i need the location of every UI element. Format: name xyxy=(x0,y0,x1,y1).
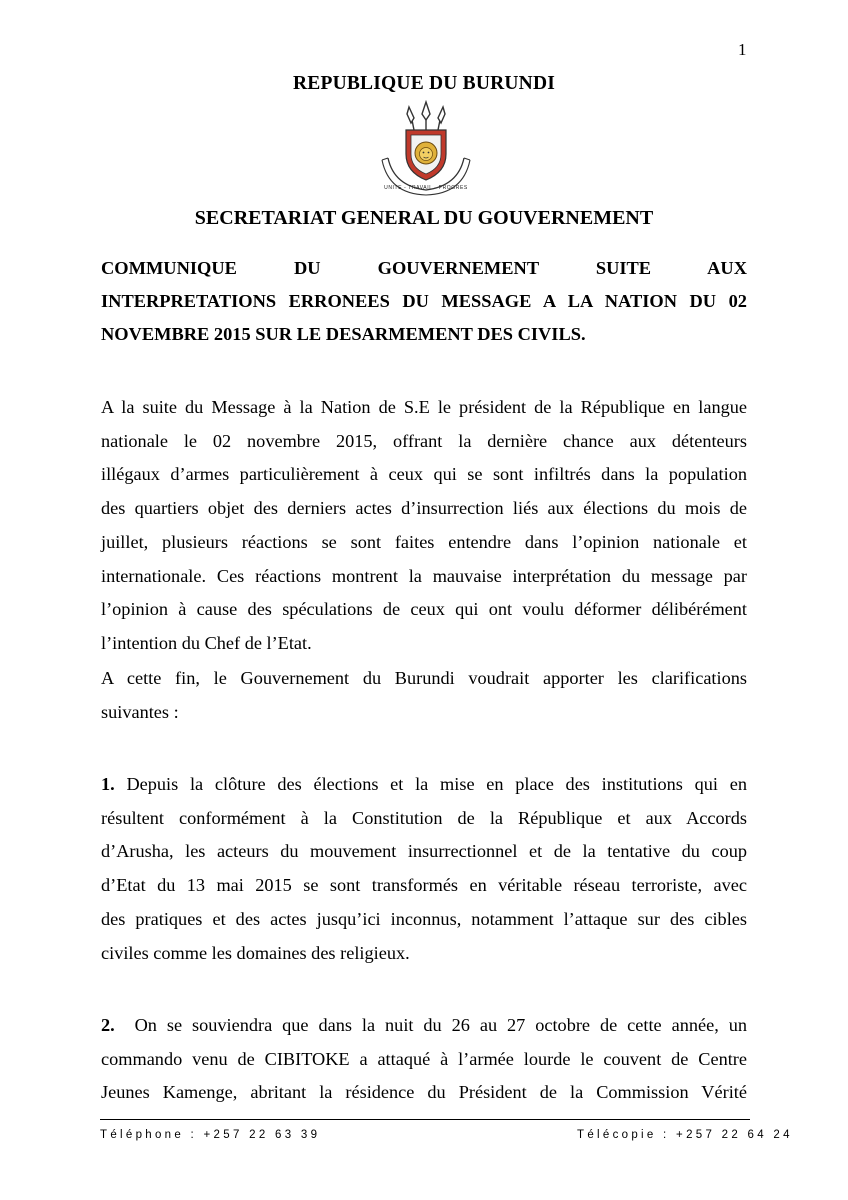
point-number: 1. xyxy=(101,774,115,794)
text-line: commando venu de CIBITOKE a attaqué à l’armée lourde le couvent de Centre xyxy=(101,1048,747,1069)
point-1-paragraph xyxy=(101,768,747,970)
text-line: nationale le 02 novembre 2015, offrant la dernière chance aux détenteurs xyxy=(101,430,747,451)
text-line: l’intention du Chef de l’Etat. xyxy=(101,632,312,653)
clarification-paragraph xyxy=(101,662,747,729)
text-line: des pratiques et des actes jusqu’ici inconnus, notamment l’attaque sur des cibles xyxy=(101,908,747,929)
text-line: juillet, plusieurs réactions se sont faites entendre dans l’opinion nationale et xyxy=(101,531,747,552)
text-line: des quartiers objet des derniers actes d’insurrection liés aux élections du mois de xyxy=(101,498,747,519)
text-line: résultent conformément à la Constitution de la République et aux Accords xyxy=(101,807,747,828)
communique-title xyxy=(101,252,747,351)
title-line: INTERPRETATIONS ERRONEES DU MESSAGE A LA NATION DU 02 xyxy=(101,291,747,311)
point-2-paragraph xyxy=(101,1009,747,1110)
text-line: Jeunes Kamenge, abritant la résidence du Président de la Commission Vérité xyxy=(101,1082,747,1103)
text-line: civiles comme les domaines des religieux. xyxy=(101,942,410,963)
text-line: suivantes : xyxy=(101,701,179,722)
text-line: A la suite du Message à la Nation de S.E le président de la République en langue xyxy=(101,397,747,417)
text-line: illégaux d’armes particulièrement à ceux qui se sont infiltrés dans la population xyxy=(101,464,747,485)
text-line: 2. On se souviendra que dans la nuit du 26 au 27 octobre de cette année, un xyxy=(101,1015,747,1035)
lion-head-icon xyxy=(415,142,437,164)
text-line: l’opinion à cause des spéculations de ceux qui ont voulu déformer délibérément xyxy=(101,599,747,620)
point-number: 2. xyxy=(101,1015,115,1035)
text-line: internationale. Ces réactions montrent la mauvaise interprétation du message par xyxy=(101,565,747,586)
text-line: d’Arusha, les acteurs du mouvement insurrectionnel et de la tentative du coup xyxy=(101,841,747,862)
footer-divider xyxy=(100,1119,750,1120)
text-line: A cette fin, le Gouvernement du Burundi voudrait apporter les clarifications xyxy=(101,668,747,688)
footer-fax: Télécopie : +257 22 64 24 xyxy=(577,1129,793,1141)
coat-of-arms-emblem xyxy=(376,100,476,196)
page-number: 1 xyxy=(738,40,747,59)
title-line: COMMUNIQUE DU GOUVERNEMENT SUITE AUX xyxy=(101,258,747,278)
text-line: 1. Depuis la clôture des élections et la mise en place des institutions qui en xyxy=(101,774,747,794)
secretariat-heading: SECRETARIAT GENERAL DU GOUVERNEMENT xyxy=(194,207,654,229)
footer-phone: Téléphone : +257 22 63 39 xyxy=(100,1129,321,1141)
text-line: d’Etat du 13 mai 2015 se sont transformés en véritable réseau terroriste, avec xyxy=(101,875,747,896)
intro-paragraph xyxy=(101,391,747,661)
title-line: NOVEMBRE 2015 SUR LE DESARMEMENT DES CIVILS. xyxy=(101,324,586,344)
country-heading: REPUBLIQUE DU BURUNDI xyxy=(292,73,556,94)
emblem-motto: UNITE - TRAVAIL - PROGRES xyxy=(384,185,468,191)
